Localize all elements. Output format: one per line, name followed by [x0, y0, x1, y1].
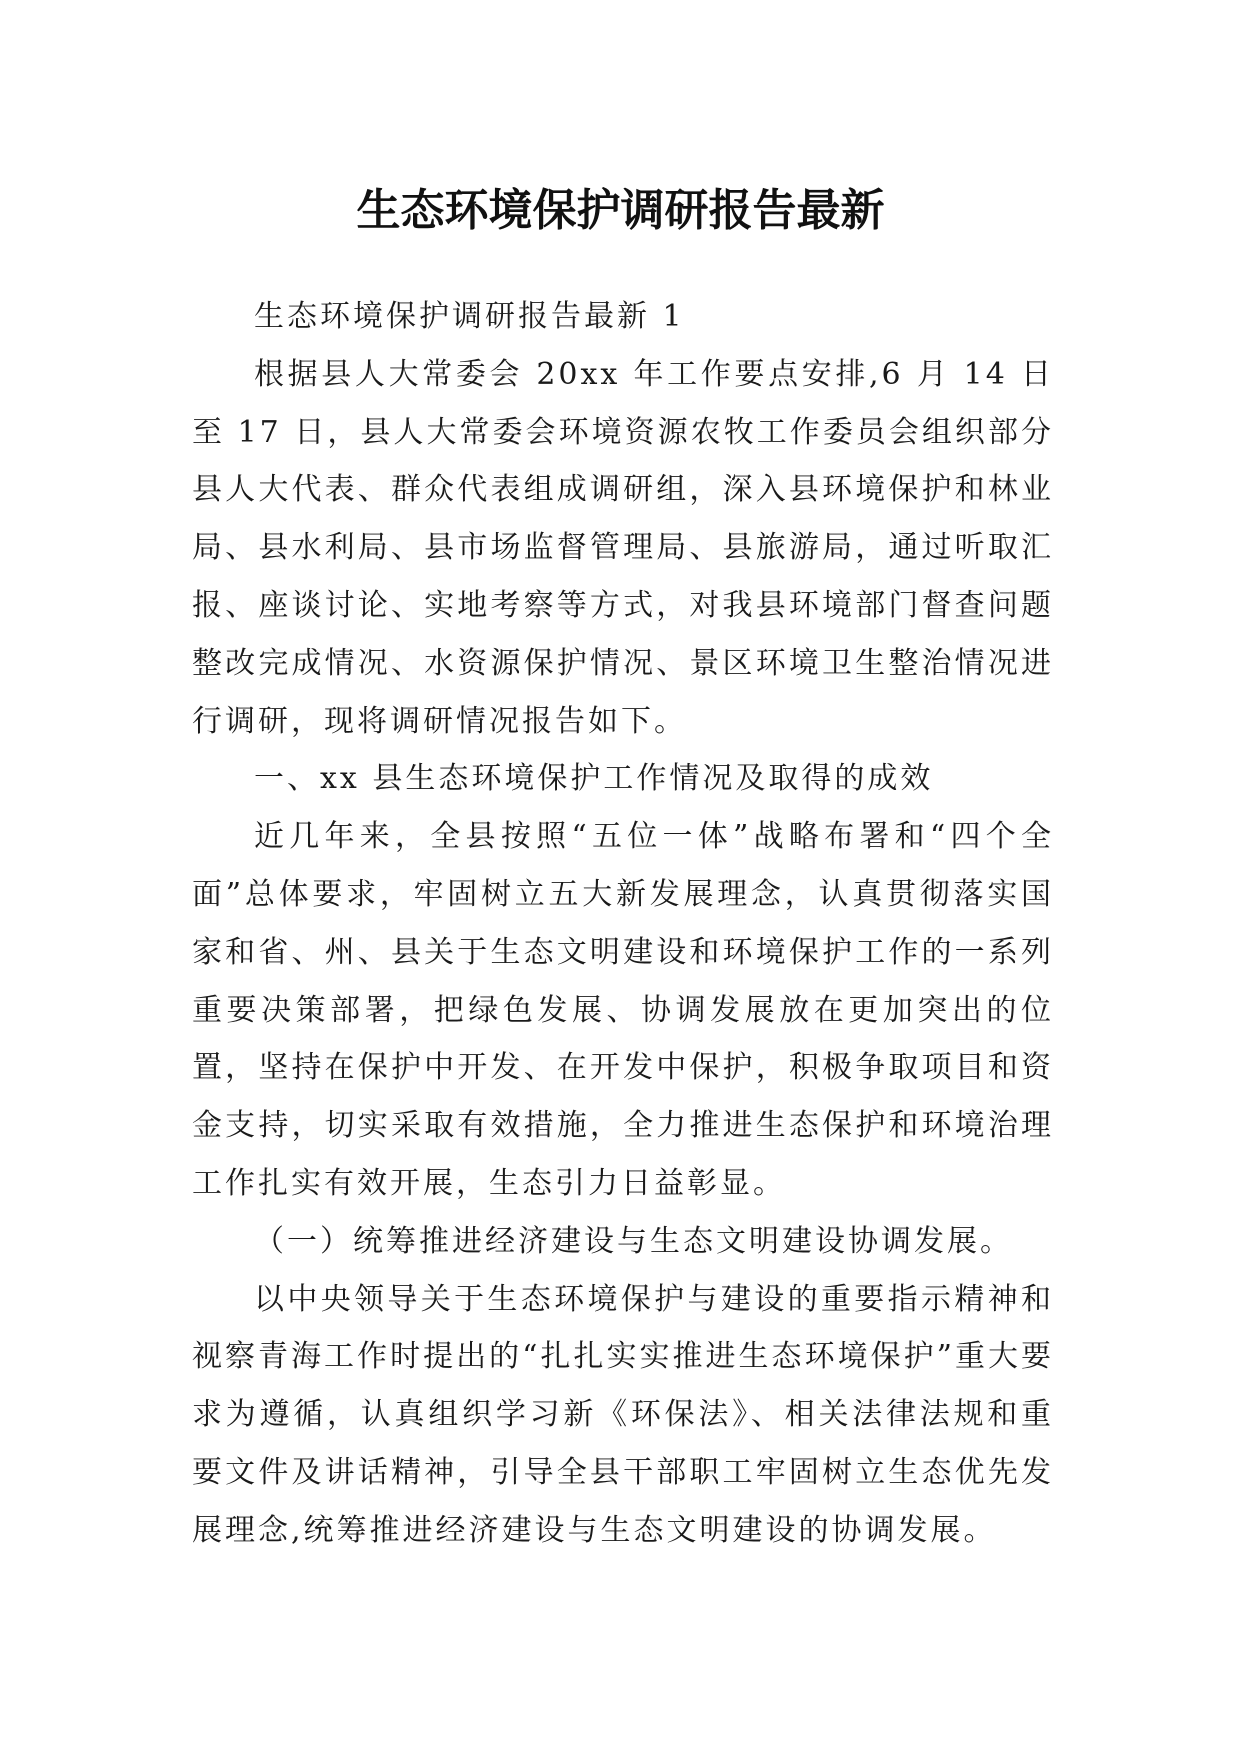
- paragraph-subsection-1: 以中央领导关于生态环境保护与建设的重要指示精神和视察青海工作时提出的“扎扎实实推进生态环境保护”重大要求为遵循，认真组织学习新《环保法》、相关法律法规和重要文件及讲话精神，引导全县干部职工牢固树立生态优先发展理念,统筹推进经济建设与生态文明建设的协调发展。: [192, 1281, 1054, 1548]
- subsection-heading-1: （一）统筹推进经济建设与生态文明建设协调发展。: [254, 1223, 1013, 1259]
- section-heading-1: 一、xx 县生态环境保护工作情况及取得的成效: [254, 761, 934, 797]
- paragraph-heading-1: 生态环境保护调研报告最新 1: [254, 299, 685, 334]
- document-body: [192, 288, 1054, 1560]
- paragraph-intro: 根据县人大常委会 20xx 年工作要点安排,6 月 14 日至 17 日，县人大常委会环境资源农牧工作委员会组织部分县人大代表、群众代表组成调研组，深入县环境保护和林业局、县水利局、县市场监督管理局、县旅游局，通过听取汇报、座谈讨论、实地考察等方式，对我县环境部门督查问题整改完成情况、水资源保护情况、景区环境卫生整治情况进行调研，现将调研情况报告如下。: [192, 356, 1054, 739]
- paragraph-overview: 近几年来，全县按照“五位一体”战略布署和“四个全面”总体要求，牢固树立五大新发展理念，认真贯彻落实国家和省、州、县关于生态文明建设和环境保护工作的一系列重要决策部署，把绿色发展、协调发展放在更加突出的位置，坚持在保护中开发、在开发中保护，积极争取项目和资金支持，切实采取有效措施，全力推进生态保护和环境治理工作扎实有效开展，生态引力日益彰显。: [192, 819, 1054, 1201]
- document-title: 生态环境保护调研报告最新: [356, 185, 885, 237]
